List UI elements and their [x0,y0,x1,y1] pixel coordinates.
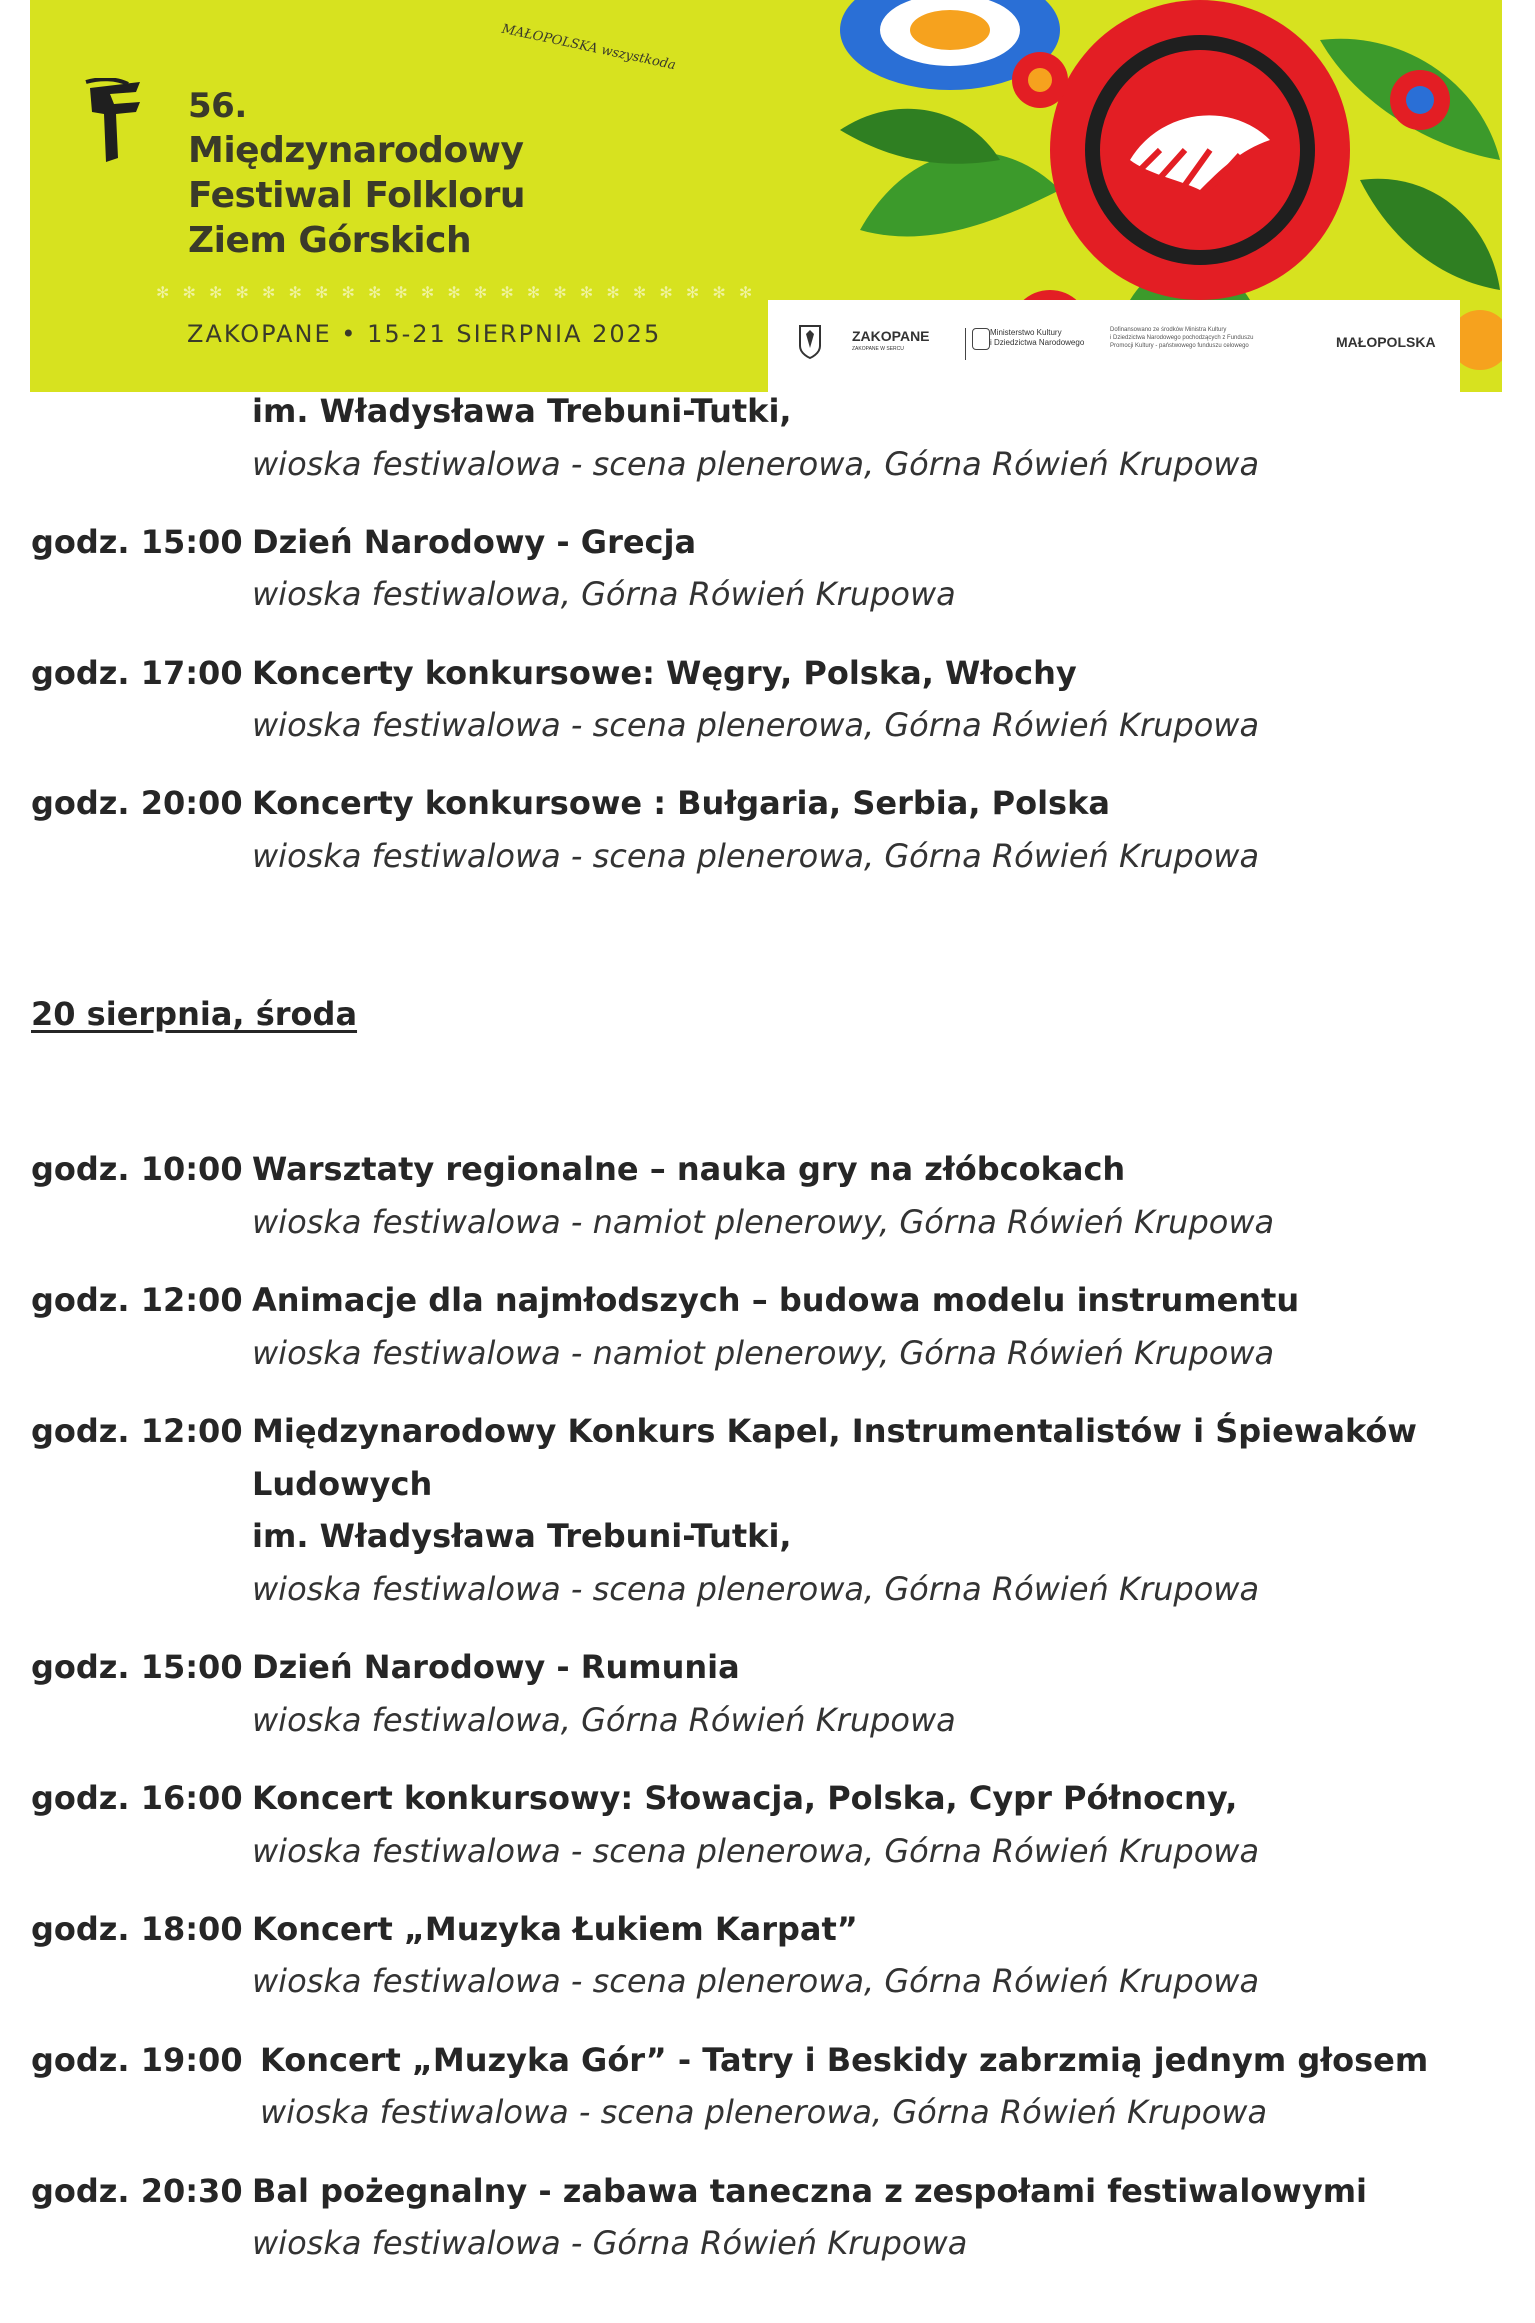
event-title: Koncerty konkursowe: Węgry, Polska, Włochy [252,654,1077,692]
continuation-place: wioska festiwalowa - scena plenerowa, Górna Rówień Krupowa [252,445,1260,483]
event-title: Dzień Narodowy - Rumunia [252,1648,740,1686]
festival-title-line-1: Międzynarodowy [188,130,524,171]
event-place: wioska festiwalowa - Górna Rówień Krupowa [252,2224,968,2262]
event-time: godz. 10:00 [31,1150,243,1188]
event-time: godz. 20:30 [31,2172,243,2210]
sponsor-zakopane: ZAKOPANE [852,328,930,344]
festival-title-line-3: Ziem Górskich [188,220,472,261]
event-title: Animacje dla najmłodszych – budowa modelu instrumentu [252,1281,1300,1319]
ministry-eagle-icon [972,328,990,350]
festival-logo-icon [80,78,160,168]
event-time: godz. 20:00 [31,784,243,822]
event-title: Koncerty konkursowe : Bułgaria, Serbia, Polska [252,784,1110,822]
continuation-title: im. Władysława Trebuni-Tutki, [252,392,792,430]
event-time: godz. 19:00 [31,2041,243,2079]
event-time: godz. 18:00 [31,1910,243,1948]
sponsor-logos [768,300,1460,392]
event-title: Koncert konkursowy: Słowacja, Polska, Cypr Północny, [252,1779,1238,1817]
festival-title [188,128,525,263]
event-place: wioska festiwalowa, Górna Rówień Krupowa [252,1701,956,1739]
event-place: wioska festiwalowa - scena plenerowa, Górna Rówień Krupowa [252,706,1260,744]
event-place: wioska festiwalowa - scena plenerowa, Górna Rówień Krupowa [252,837,1260,875]
sponsor-funding-note: Dofinansowano ze środków Ministra Kultury i Dziedzictwa Narodowego pochodzących z Funduszu Promocji Kultury - państwowego funduszu celowego [1110,327,1254,349]
sponsor-divider [965,328,966,360]
day-heading: 20 sierpnia, środa [31,995,358,1033]
event-time: godz. 15:00 [31,1648,243,1686]
event-time: godz. 16:00 [31,1779,243,1817]
event-time: godz. 17:00 [31,654,243,692]
ornament-divider: ✻ ✻ ✻ ✻ ✻ ✻ ✻ ✻ ✻ ✻ ✻ ✻ ✻ ✻ ✻ ✻ ✻ ✻ ✻ ✻ ✻ ✻ ✻ [156,283,757,302]
event-title: Koncert „Muzyka Gór” - Tatry i Beskidy zabrzmią jednym głosem [260,2041,1429,2079]
event-title: Bal pożegnalny - zabawa taneczna z zespołami festiwalowymi [252,2172,1367,2210]
festival-banner [30,0,1502,392]
sponsor-malopolska: MAŁOPOLSKA [1336,334,1436,350]
festival-title-line-2: Festiwal Folkloru [188,175,526,216]
edition-number: 56. [188,86,247,126]
sponsor-ministry: Ministerstwo Kultury i Dziedzictwa Narodowego [990,328,1085,347]
festival-dates: ZAKOPANE • 15-21 SIERPNIA 2025 [187,320,662,348]
event-place: wioska festiwalowa - namiot plenerowy, Górna Rówień Krupowa [252,1334,1275,1372]
event-title: Warsztaty regionalne – nauka gry na złóbcokach [252,1150,1126,1188]
event-title-line-1: Międzynarodowy Konkurs Kapel, Instrumentalistów i Śpiewaków [252,1412,1417,1450]
event-title: Dzień Narodowy - Grecja [252,523,697,561]
event-time: godz. 12:00 [31,1281,243,1319]
event-place: wioska festiwalowa - scena plenerowa, Górna Rówień Krupowa [252,1570,1260,1608]
event-place: wioska festiwalowa - scena plenerowa, Górna Rówień Krupowa [252,1962,1260,2000]
event-place: wioska festiwalowa, Górna Rówień Krupowa [252,575,956,613]
zakopane-crest-icon [798,324,822,360]
event-title: Koncert „Muzyka Łukiem Karpat” [252,1910,858,1948]
malopolska-tagline: MAŁOPOLSKA wszystkoda [500,21,677,74]
event-place: wioska festiwalowa - namiot plenerowy, Górna Rówień Krupowa [252,1203,1275,1241]
event-place: wioska festiwalowa - scena plenerowa, Górna Rówień Krupowa [252,1832,1260,1870]
event-title-line-2: Ludowych [252,1465,433,1503]
event-place: wioska festiwalowa - scena plenerowa, Górna Rówień Krupowa [260,2093,1268,2131]
event-title-line-3: im. Władysława Trebuni-Tutki, [252,1517,792,1555]
event-time: godz. 15:00 [31,523,243,561]
sponsor-zakopane-sub: ZAKOPANE W SERCU [852,346,904,352]
event-time: godz. 12:00 [31,1412,243,1450]
